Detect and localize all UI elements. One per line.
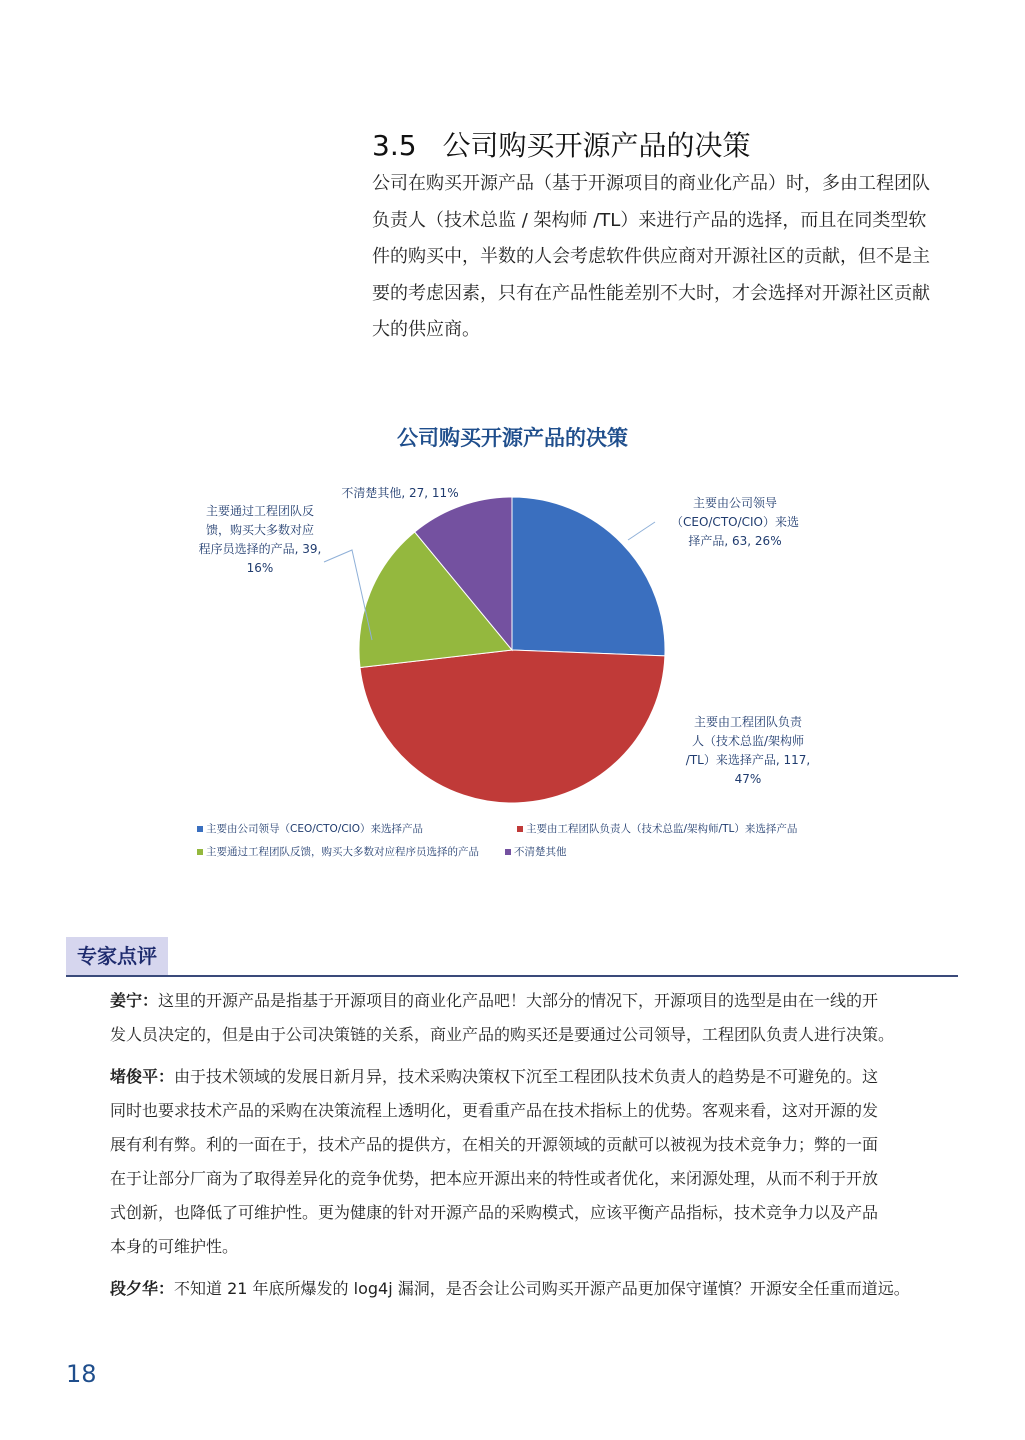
divider	[66, 975, 958, 977]
label-line: 16%	[246, 561, 274, 575]
expert-review-heading: 专家点评	[66, 937, 168, 975]
comment-line: 不知道 21 年底所爆发的 log4j 漏洞，是否会让公司购买开源产品更加保守谨慎？开源安全任重而道远。	[174, 1279, 910, 1298]
comment-line: 发人员决定的，但是由于公司决策链的关系，商业产品的购买还是要通过公司领导，工程团队负责人进行决策。	[110, 1025, 895, 1044]
label-line: 主要通过工程团队反	[205, 504, 314, 518]
slice-label-team-feedback	[180, 502, 340, 578]
label-line: /TL）来选择产品, 117,	[685, 753, 811, 767]
comment-line: 这里的开源产品是指基于开源项目的商业化产品吧！大部分的情况下，开源项目的选型是由在一线的开	[158, 991, 879, 1010]
comment	[110, 1060, 960, 1264]
legend-item	[505, 844, 567, 859]
comment-line: 同时也要求技术产品的采购在决策流程上透明化，更看重产品在技术指标上的优势。客观来看，这对开源的发	[110, 1101, 879, 1120]
comment	[110, 1272, 960, 1306]
slice-label-unknown	[320, 484, 480, 503]
speaker: 堵俊平：	[110, 1067, 175, 1086]
comment-line: 展有利有弊。利的一面在于，技术产品的提供方，在相关的开源领域的贡献可以被视为技术竞争力；弊的一面	[110, 1135, 879, 1154]
comment-line: 由于技术领域的发展日新月异，技术采购决策权下沉至工程团队技术负责人的趋势是不可避免的。这	[174, 1067, 879, 1086]
label-line: 不清楚其他, 27, 11%	[341, 486, 459, 500]
label-line: 主要由公司领导	[692, 496, 777, 510]
expert-comments	[110, 984, 960, 1314]
slice-label-eng-lead	[668, 713, 828, 789]
slice-label-leadership	[655, 494, 815, 551]
paragraph-line: 负责人（技术总监 / 架构师 /TL）来进行产品的选择，而且在同类型软	[372, 209, 927, 231]
label-line: 主要由工程团队负责	[693, 715, 802, 729]
legend-label: 不清楚其他	[514, 846, 567, 858]
pie-slice-eng-lead	[360, 650, 665, 803]
label-line: 择产品, 63, 26%	[688, 534, 782, 548]
label-line: 人（技术总监/架构师	[691, 734, 805, 748]
legend-label: 主要由工程团队负责人（技术总监/架构师/TL）来选择产品	[526, 823, 798, 835]
speaker: 段夕华：	[110, 1279, 175, 1298]
pie-slice-leadership	[512, 497, 665, 656]
paragraph-line: 公司在购买开源产品（基于开源项目的商业化产品）时，多由工程团队	[372, 173, 930, 194]
legend-item	[517, 821, 797, 836]
legend-swatch	[505, 849, 511, 855]
legend-swatch	[197, 826, 203, 832]
legend-item	[197, 844, 479, 859]
comment-line: 式创新，也降低了可维护性。更为健康的针对开源产品的采购模式，应该平衡产品指标，技术竞争力以及产品	[110, 1203, 879, 1222]
page-number: 18	[66, 1360, 97, 1388]
label-line: 程序员选择的产品, 39,	[198, 542, 322, 556]
label-line: （CEO/CTO/CIO）来选	[670, 515, 799, 529]
legend-label: 主要通过工程团队反馈，购买大多数对应程序员选择的产品	[206, 846, 479, 858]
paragraph-line: 要的考虑因素，只有在产品性能差别不大时，才会选择对开源社区贡献	[372, 282, 930, 304]
comment-line: 在于让部分厂商为了取得差异化的竞争优势，把本应开源出来的特性或者优化，来闭源处理，从而不利于开放	[110, 1169, 879, 1188]
legend-item	[197, 821, 423, 836]
legend-swatch	[517, 826, 523, 832]
paragraph-line: 件的购买中，半数的人会考虑软件供应商对开源社区的贡献，但不是主	[372, 246, 930, 267]
label-line: 馈，购买大多数对应	[205, 523, 314, 537]
chart-title: 公司购买开源产品的决策	[397, 426, 628, 450]
section-title: 公司购买开源产品的决策	[442, 129, 751, 162]
paragraph-line: 大的供应商。	[372, 319, 480, 340]
comment	[110, 984, 960, 1052]
label-line: 47%	[734, 772, 762, 786]
legend-label: 主要由公司领导（CEO/CTO/CIO）来选择产品	[206, 823, 424, 835]
speaker: 姜宁：	[110, 991, 159, 1010]
section-number: 3.5	[372, 129, 417, 162]
legend-swatch	[197, 849, 203, 855]
comment-line: 本身的可维护性。	[110, 1237, 239, 1256]
leader-line	[628, 522, 655, 540]
